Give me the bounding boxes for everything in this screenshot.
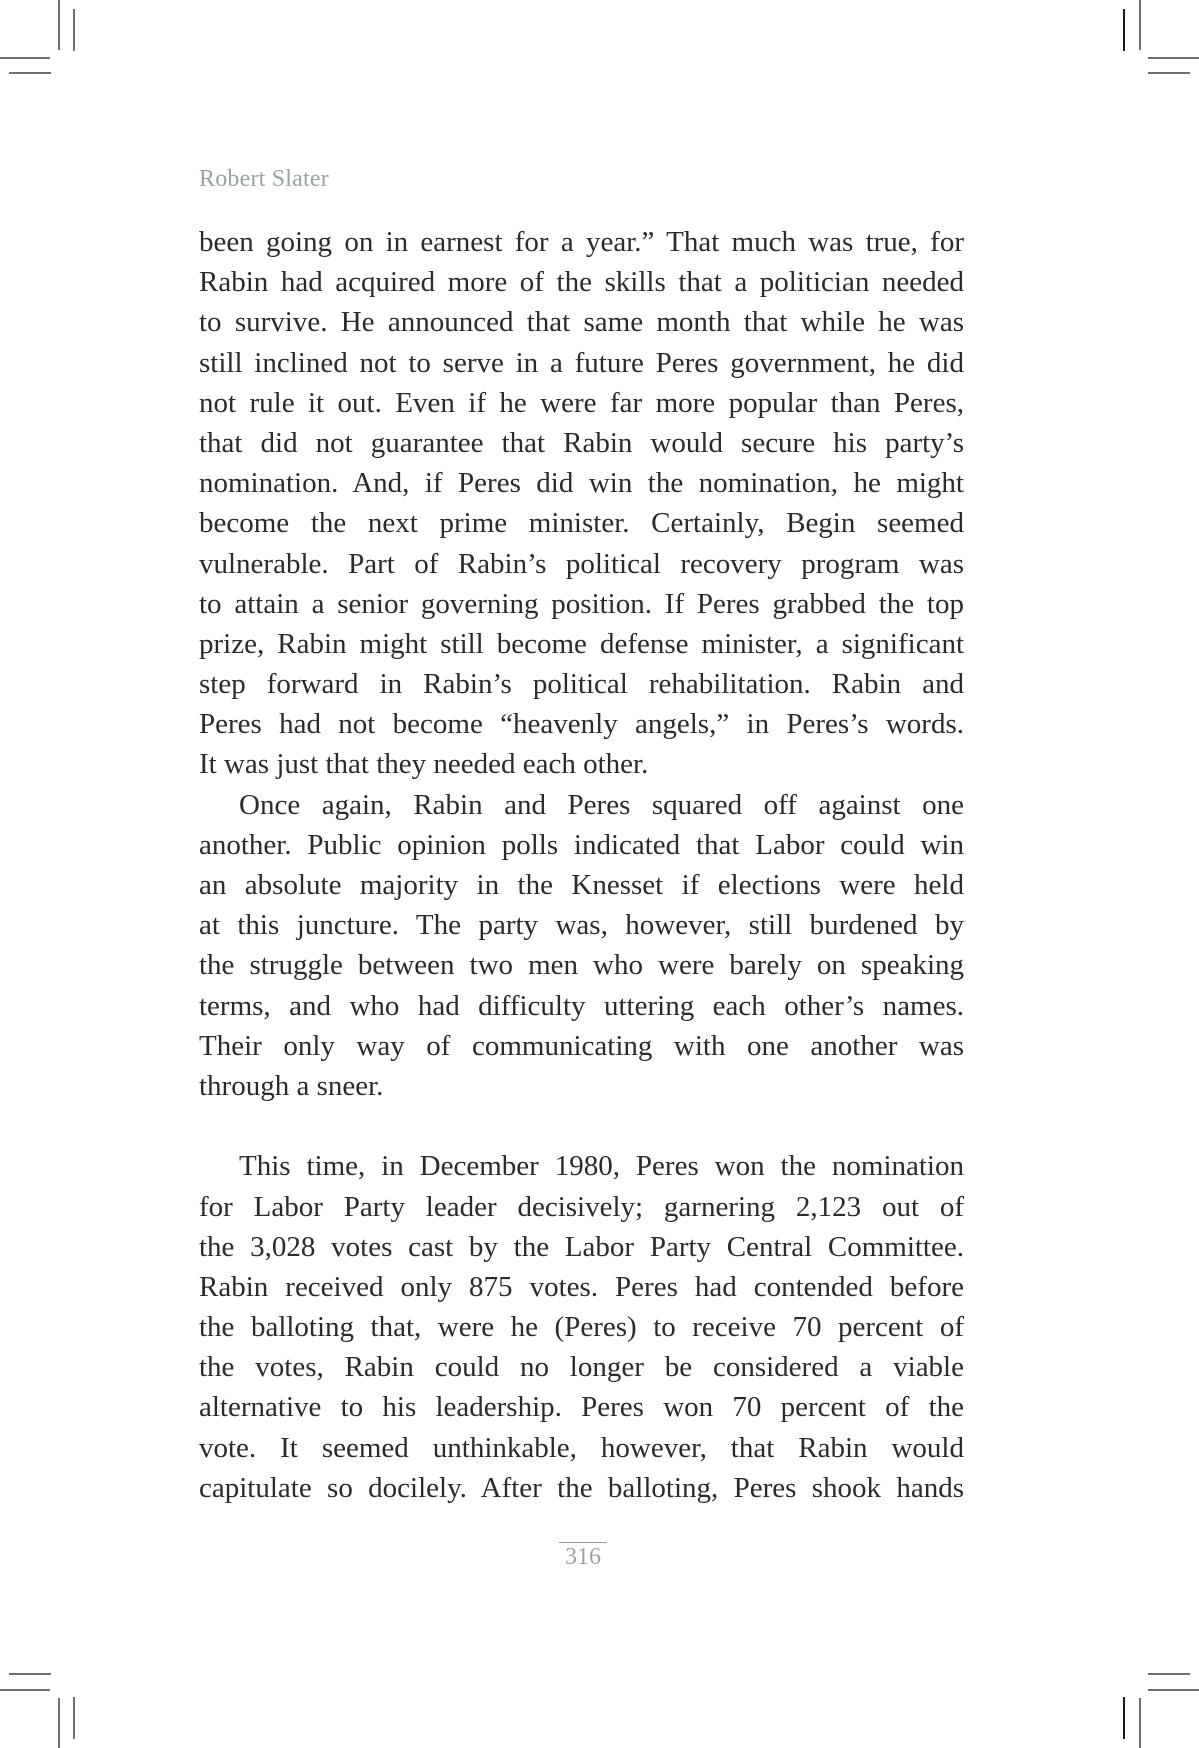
- crop-mark: [9, 72, 51, 74]
- crop-mark: [73, 1697, 75, 1739]
- crop-mark: [1148, 57, 1199, 59]
- text-line: terms, and who had difficulty uttering each other’s names.: [199, 989, 964, 1022]
- text-line: not rule it out. Even if he were far more popular than Peres,: [199, 386, 964, 419]
- text-line: through a sneer.: [199, 1069, 384, 1102]
- text-line: to survive. He announced that same month that while he was: [199, 306, 964, 339]
- text-line: for Labor Party leader decisively; garnering 2,123 out of: [199, 1190, 964, 1223]
- paragraph: [199, 1146, 964, 1508]
- text-line: an absolute majority in the Knesset if elections were held: [199, 869, 964, 901]
- crop-mark: [1148, 1673, 1190, 1675]
- text-line: vote. It seemed unthinkable, however, that Rabin would: [199, 1431, 964, 1464]
- crop-mark: [0, 1689, 50, 1691]
- text-line: Once again, Rabin and Peres squared off against one: [239, 788, 964, 821]
- text-line: It was just that they needed each other.: [199, 748, 649, 781]
- crop-mark: [58, 0, 60, 50]
- running-head: Robert Slater: [199, 166, 329, 192]
- body-text: [199, 222, 964, 1508]
- text-line: vulnerable. Part of Rabin’s political recovery program was: [199, 547, 964, 580]
- text-line: at this juncture. The party was, however, still burdened by: [199, 909, 964, 942]
- text-line: Peres had not become “heavenly angels,” in Peres’s words.: [199, 708, 964, 741]
- crop-mark: [1123, 9, 1125, 51]
- crop-mark: [73, 9, 75, 51]
- crop-mark: [58, 1698, 60, 1748]
- text-line: capitulate so docilely. After the balloting, Peres shook hands: [199, 1471, 964, 1504]
- section-break: [199, 1106, 964, 1146]
- crop-mark: [1148, 72, 1190, 74]
- text-line: to attain a senior governing position. If Peres grabbed the top: [199, 587, 964, 620]
- paragraph: [199, 222, 964, 785]
- text-line: Rabin received only 875 votes. Peres had contended before: [199, 1270, 964, 1303]
- text-line: another. Public opinion polls indicated that Labor could win: [199, 828, 964, 861]
- crop-mark: [1139, 1698, 1141, 1748]
- text-line: the votes, Rabin could no longer be considered a viable: [199, 1351, 964, 1384]
- text-line: that did not guarantee that Rabin would secure his party’s: [199, 426, 964, 459]
- text-line: alternative to his leadership. Peres won 70 percent of the: [199, 1391, 964, 1424]
- paragraph: [199, 785, 964, 1107]
- text-line: the 3,028 votes cast by the Labor Party Central Committee.: [199, 1230, 964, 1263]
- crop-mark: [9, 1673, 51, 1675]
- text-line: Their only way of communicating with one another was: [199, 1029, 964, 1062]
- text-line: the balloting that, were he (Peres) to receive 70 percent of: [199, 1311, 964, 1344]
- crop-mark: [1148, 1689, 1199, 1691]
- text-line: still inclined not to serve in a future Peres government, he did: [199, 346, 964, 379]
- crop-mark: [1139, 0, 1141, 50]
- crop-mark: [1123, 1697, 1125, 1739]
- text-line: the struggle between two men who were barely on speaking: [199, 949, 964, 982]
- text-line: been going on in earnest for a year.” That much was true, for: [199, 226, 964, 258]
- text-line: become the next prime minister. Certainly, Begin seemed: [199, 507, 964, 540]
- text-line: prize, Rabin might still become defense minister, a significant: [199, 627, 964, 660]
- crop-mark: [0, 57, 50, 59]
- text-line: step forward in Rabin’s political rehabilitation. Rabin and: [199, 668, 964, 701]
- text-line: nomination. And, if Peres did win the nomination, he might: [199, 467, 964, 500]
- text-line: This time, in December 1980, Peres won the nomination: [239, 1150, 964, 1183]
- text-line: Rabin had acquired more of the skills that a politician needed: [199, 266, 964, 299]
- page-number: 316: [559, 1542, 607, 1571]
